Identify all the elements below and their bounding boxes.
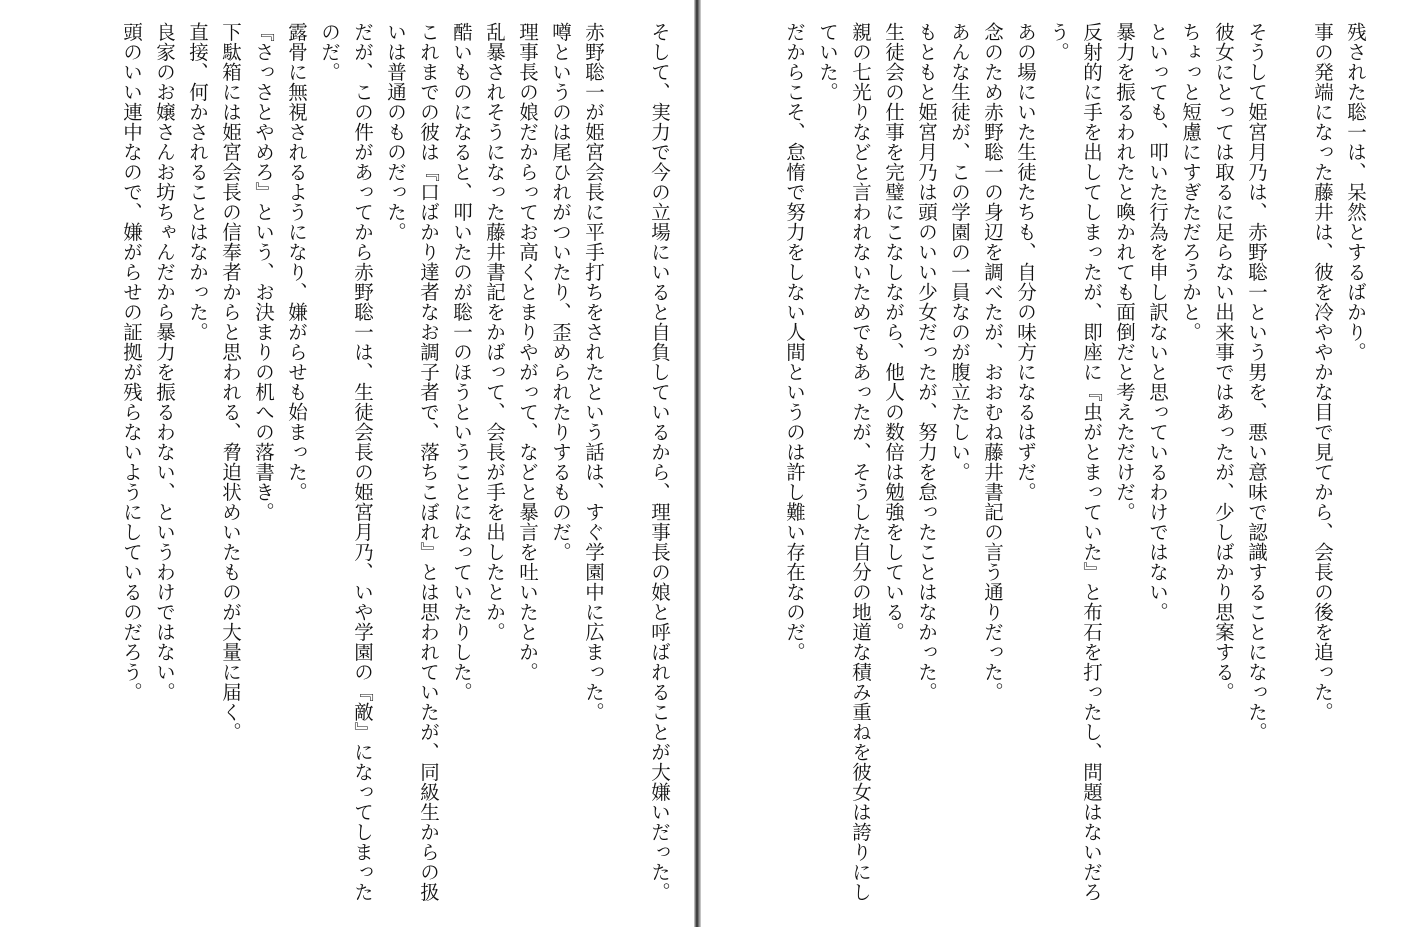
text-line: 理事長の娘だからってお高くとまりやがって、などと暴言を吐いたとか。	[516, 22, 539, 682]
text-line: もともと姫宮月乃は頭のいい少女だったが、努力を怠ったことはなかった。	[915, 22, 938, 702]
text-line: 反射的に手を出してしまったが、即座に『虫がとまっていた』と布石を打ったし、問題はないだろう。	[1047, 22, 1103, 902]
text-line: そうして姫宮月乃は、赤野聡一という男を、悪い意味で認識することになった。	[1245, 22, 1268, 742]
text-line: 下駄箱には姫宮会長の信奉者からと思われる、脅迫状めいたものが大量に届く。	[219, 22, 242, 742]
text-line: 直接、何かされることはなかった。	[186, 22, 209, 342]
blank-line	[610, 22, 643, 917]
text-line: だからこそ、怠惰で努力をしない人間というのは許し難い存在なのだ。	[783, 22, 806, 662]
text-line: 酷いものになると、叩いたのが聡一のほうということになっていたりした。	[450, 22, 473, 702]
text-line: 念のため赤野聡一の身辺を調べたが、おおむね藤井書記の言う通りだった。	[981, 22, 1004, 702]
left-page	[0, 0, 694, 927]
text-line: だが、この件があってから赤野聡一は、生徒会長の姫宮月乃、いや学園の『敵』になってしまったのだ。	[318, 22, 374, 902]
text-line: 頭のいい連中なので、嫌がらせの証拠が残らないようにしているのだろう。	[120, 22, 143, 702]
text-line: あの場にいた生徒たちも、自分の味方になるはずだ。	[1014, 22, 1037, 502]
text-line: 親の七光りなどと言われないためでもあったが、そうした自分の地道な積み重ねを彼女は誇りにしていた。	[816, 22, 872, 902]
text-line: 残された聡一は、呆然とするばかり。	[1344, 22, 1367, 362]
text-line: 生徒会の仕事を完璧にこなしながら、他人の数倍は勉強をしている。	[882, 22, 905, 642]
blank-line	[1273, 22, 1306, 917]
page-spine-divider	[694, 0, 701, 927]
text-line: 露骨に無視されるようになり、嫌がらせも始まった。	[285, 22, 308, 502]
right-page	[701, 0, 1402, 927]
text-line: そして、実力で今の立場にいると自負しているから、理事長の娘と呼ばれることが大嫌いだった。	[648, 22, 671, 902]
text-line: ちょっと短慮にすぎただろうかと。	[1179, 22, 1202, 342]
text-line: 『さっさとやめろ』という、お決まりの机への落書き。	[252, 22, 275, 522]
text-line: といっても、叩いた行為を申し訳ないと思っているわけではない。	[1146, 22, 1169, 622]
text-line: あんな生徒が、この学園の一員なのが腹立たしい。	[948, 22, 971, 482]
text-line: 事の発端になった藤井は、彼を冷ややかな目で見てから、会長の後を追った。	[1311, 22, 1334, 722]
text-line: 暴力を振るわれたと喚かれても面倒だと考えただけだ。	[1113, 22, 1136, 522]
text-line: 彼女にとっては取るに足らない出来事ではあったが、少しばかり思案する。	[1212, 22, 1235, 702]
text-line: 良家のお嬢さんお坊ちゃんだから暴力を振るわない、というわけではない。	[153, 22, 176, 702]
text-line: これまでの彼は『口ばかり達者なお調子者で、落ちこぼれ』とは思われていたが、同級生からの扱いは普通のものだった。	[384, 22, 440, 902]
text-line: 噂というのは尾ひれがついたり、歪められたりするものだ。	[549, 22, 572, 562]
text-line: 乱暴されそうになった藤井書記をかばって、会長が手を出したとか。	[483, 22, 506, 642]
text-line: 赤野聡一が姫宮会長に平手打ちをされたという話は、すぐ学園中に広まった。	[582, 22, 605, 722]
right-page-text	[711, 22, 1372, 917]
left-page-text	[10, 22, 676, 917]
